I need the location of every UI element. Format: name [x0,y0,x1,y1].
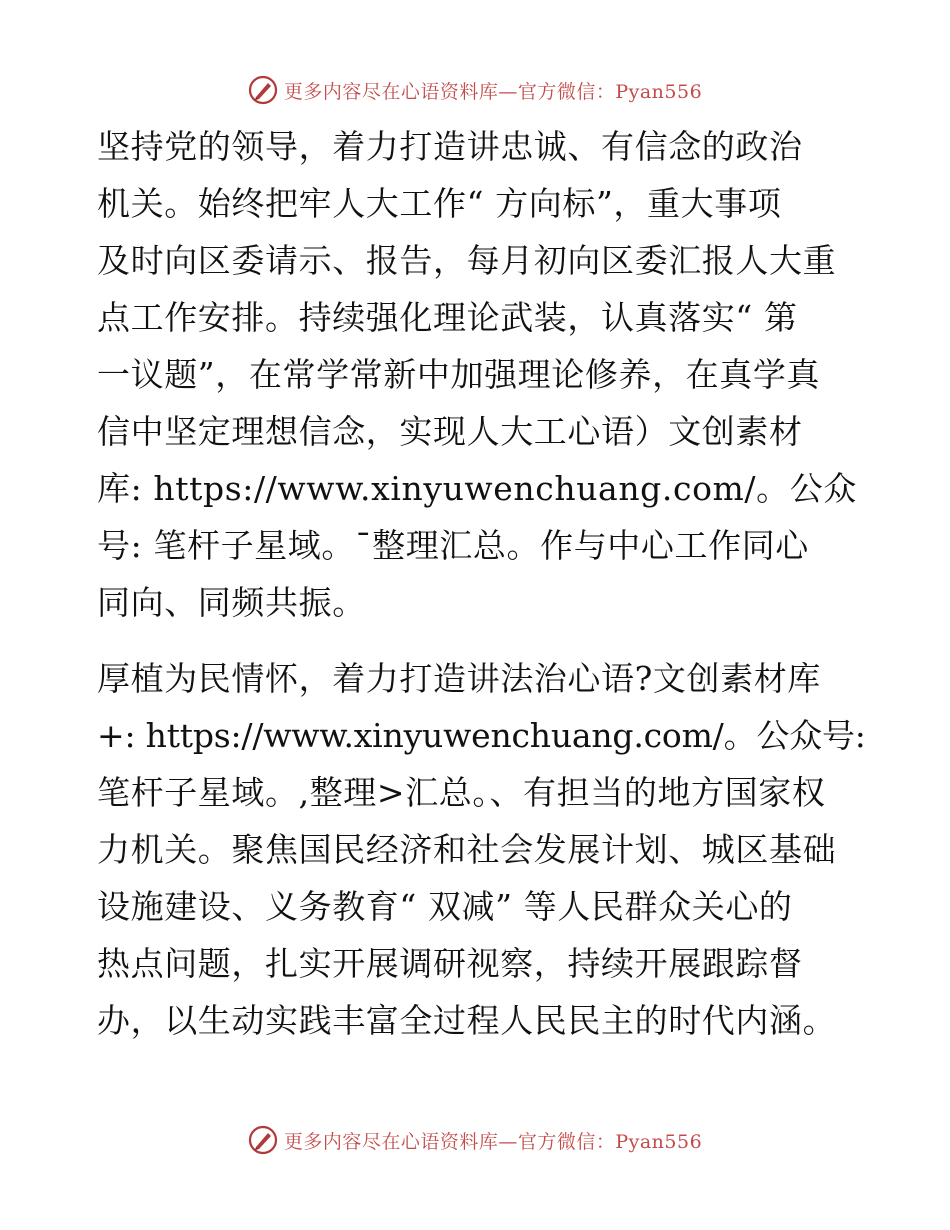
text-line: 办，以生动实践丰富全过程人民民主的时代内涵。 [97,1001,837,1040]
footer-banner [0,1120,950,1160]
paragraph-1 [97,118,867,631]
text-line: 机关。始终把牢人大工作“ 方向标”，重大事项 [97,184,782,223]
text-line: 及时向区委请示、报告，每月初向区委汇报人大重 [97,241,837,280]
text-line: 笔杆子星域。,整理>汇总。、有担当的地方国家权 [97,773,826,812]
document-body [97,118,867,1049]
pen-logo-icon [248,1125,278,1155]
text-line: 同向、同频共振。 [97,583,366,622]
header-banner [0,70,950,110]
text-line: 坚持党的领导，着力打造讲忠诚、有信念的政治 [97,127,803,166]
text-line: +: https://www.xinyuwenchuang.com/。公众号: [97,716,866,755]
text-line: 力机关。聚焦国民经济和社会发展计划、城区基础 [97,830,837,869]
text-line: 点工作安排。持续强化理论武装，认真落实“ 第 [97,298,798,337]
footer-banner-text: 更多内容尽在心语资料库—官方微信：Pyan556 [283,1130,703,1153]
pen-logo-icon [248,75,278,105]
text-line: 热点问题，扎实开展调研视察，持续开展跟踪督 [97,944,803,983]
text-line: 一议题”，在常学常新中加强理论修养，在真学真 [97,355,821,394]
paragraph-spacer [97,631,867,650]
text-line: 设施建设、义务教育“ 双减” 等人民群众关心的 [97,887,793,926]
text-line: 厚植为民情怀，着力打造讲法治心语?文创素材库 [97,659,821,698]
text-line: 号: 笔杆子星域。¯整理汇总。作与中心工作同心 [97,526,809,565]
text-line: 库: https://www.xinyuwenchuang.com/。公众 [97,469,857,508]
paragraph-2 [97,650,867,1049]
header-banner-text: 更多内容尽在心语资料库—官方微信：Pyan556 [283,80,703,103]
text-line: 信中坚定理想信念，实现人大工心语）文创素材 [97,412,803,451]
